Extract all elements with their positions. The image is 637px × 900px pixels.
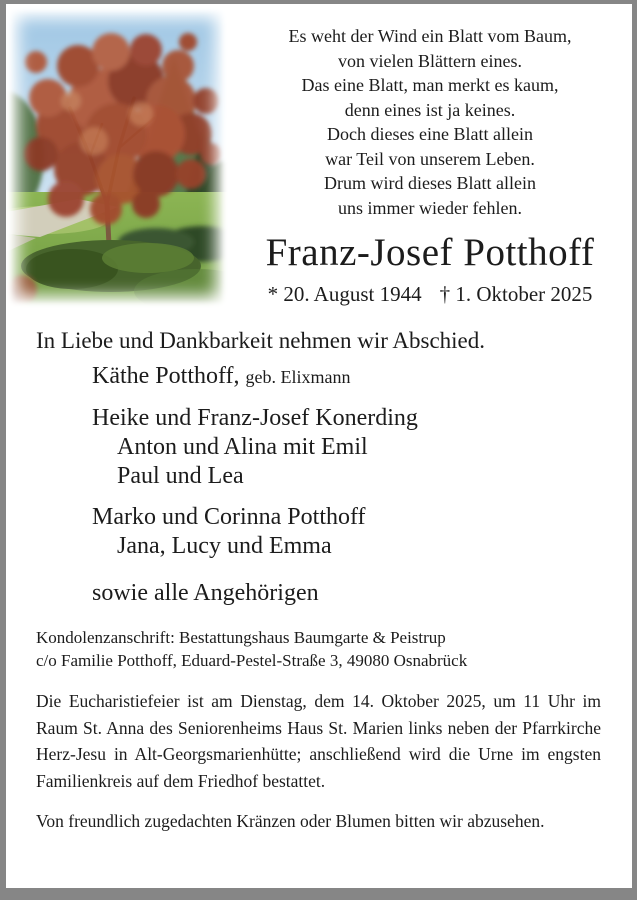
condolence-address	[36, 626, 601, 672]
mourner-name: Heike und Franz-Josef Konerding	[92, 405, 418, 431]
obituary-header	[6, 4, 632, 312]
memorial-poem	[289, 24, 572, 220]
poem-line: war Teil von unserem Leben.	[325, 148, 535, 169]
mourner-group	[92, 579, 601, 608]
flowers-note: Von freundlich zugedachten Kränzen oder Blumen bitten wir abzusehen.	[36, 811, 545, 831]
maiden-name: geb. Elixmann	[245, 367, 351, 387]
condolence-line: c/o Familie Potthoff, Eduard-Pestel-Straße 3, 49080 Osnabrück	[36, 651, 468, 670]
memorial-photo	[6, 6, 228, 308]
intro-text: In Liebe und Dankbarkeit nehmen wir Abschied.	[36, 328, 486, 353]
poem-line: uns immer wieder fehlen.	[338, 197, 522, 218]
mourner-group	[92, 503, 601, 561]
service-info: Die Eucharistiefeier ist am Dienstag, dem 14. Oktober 2025, um 11 Uhr im Raum St. Anna des Seniorenheims Haus St. Marien links neben der Pfarrkirche Herz-Jesu in Alt-Georgsmarienhütte; anschließend wird die Urne im engsten Familienkreis auf dem Friedhof bestattet.	[36, 691, 601, 791]
mourner-child-name: Anton und Alina mit Emil	[117, 434, 368, 460]
poem-line: von vielen Blättern eines.	[338, 50, 522, 71]
mourner-name-text: Käthe Potthoff,	[92, 363, 240, 389]
mourner-name: sowie alle Angehörigen	[92, 580, 319, 606]
mourner-group	[92, 362, 601, 392]
poem-line: Drum wird dieses Blatt allein	[324, 173, 536, 193]
mourner-child-name: Paul und Lea	[117, 463, 244, 489]
life-dates	[268, 282, 593, 307]
obituary-body	[6, 328, 632, 835]
mourners-list	[92, 362, 601, 608]
poem-line: denn eines ist ja keines.	[344, 99, 516, 120]
poem-line: Doch dieses eine Blatt allein	[327, 124, 533, 144]
mourner-name: Marko und Corinna Potthoff	[92, 504, 366, 530]
death-date: † 1. Oktober 2025	[439, 281, 593, 306]
mourner-name	[92, 362, 601, 392]
header-text-column	[228, 4, 632, 312]
condolence-line: Kondolenzanschrift: Bestattungshaus Baumgarte & Peistrup	[36, 628, 446, 647]
deceased-name: Franz-Josef Potthoff	[265, 231, 595, 274]
poem-line: Es weht der Wind ein Blatt vom Baum,	[288, 26, 572, 46]
mourner-group	[92, 404, 601, 491]
birth-date: * 20. August 1944	[267, 281, 422, 306]
mourner-child-name: Jana, Lucy und Emma	[117, 533, 332, 559]
autumn-tree-illustration	[6, 6, 228, 308]
poem-line: Das eine Blatt, man merkt es kaum,	[301, 75, 559, 95]
